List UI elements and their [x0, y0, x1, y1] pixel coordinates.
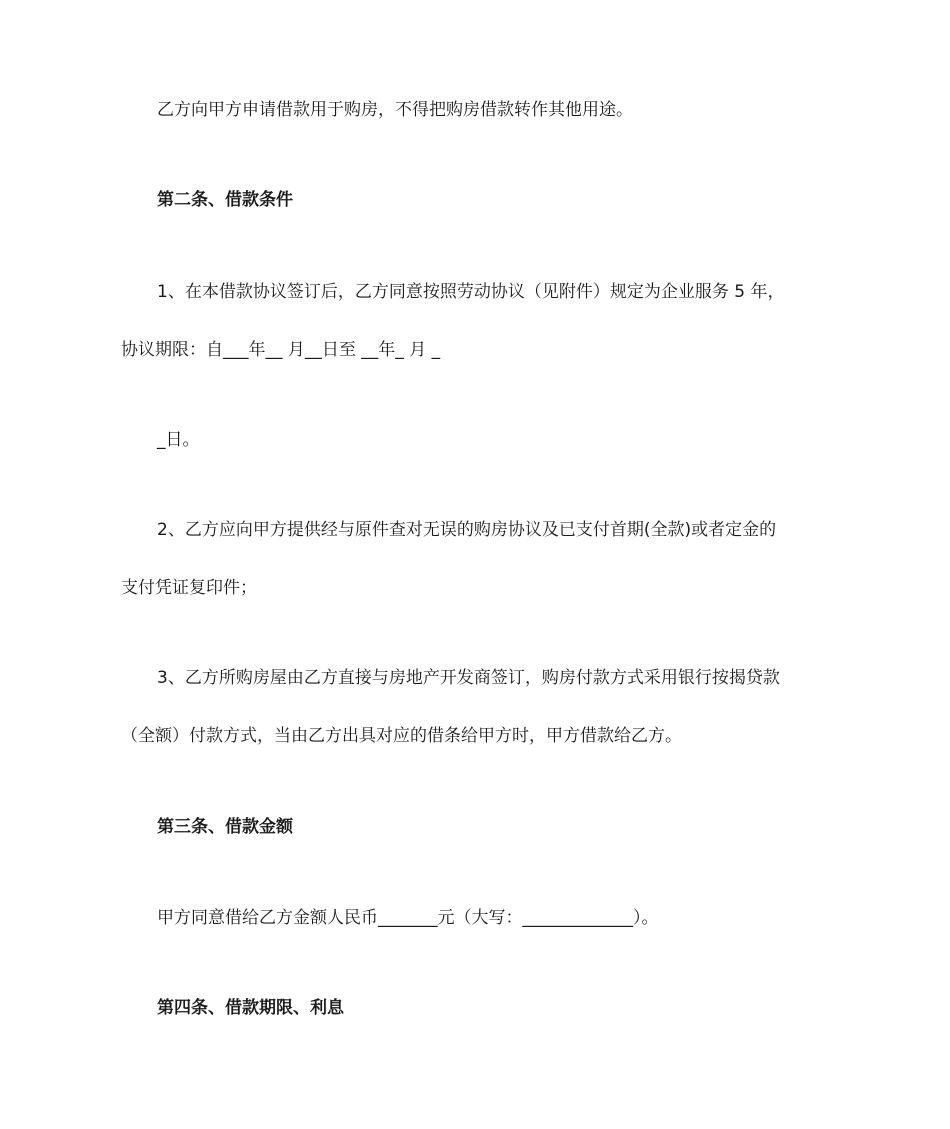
condition-2-line-1: 2、乙方应向甲方提供经与原件查对无误的购房协议及已支付首期(全款)或者定金的 [157, 520, 777, 540]
section-heading-article-2: 第二条、借款条件 [157, 190, 293, 210]
condition-2-line-2: 支付凭证复印件； [121, 578, 257, 598]
condition-3-line-1: 3、乙方所购房屋由乙方直接与房地产开发商签订，购房付款方式采用银行按揭贷款 [157, 668, 780, 688]
condition-1-line-2: 协议期限：自___年__ 月__日至 __年_ 月 _ [121, 340, 441, 360]
condition-1-line-1: 1、在本借款协议签订后，乙方同意按照劳动协议（见附件）规定为企业服务 5 年， [157, 282, 785, 302]
condition-1-line-3: _日。 [157, 430, 200, 450]
section-heading-article-3: 第三条、借款金额 [157, 817, 293, 837]
purpose-paragraph: 乙方向甲方申请借款用于购房，不得把购房借款转作其他用途。 [157, 100, 633, 120]
section-heading-article-4: 第四条、借款期限、利息 [157, 998, 344, 1018]
loan-amount-paragraph: 甲方同意借给乙方金额人民币_______元（大写：_____________）。 [157, 908, 659, 928]
condition-3-line-2: （全额）付款方式，当由乙方出具对应的借条给甲方时，甲方借款给乙方。 [121, 726, 682, 746]
